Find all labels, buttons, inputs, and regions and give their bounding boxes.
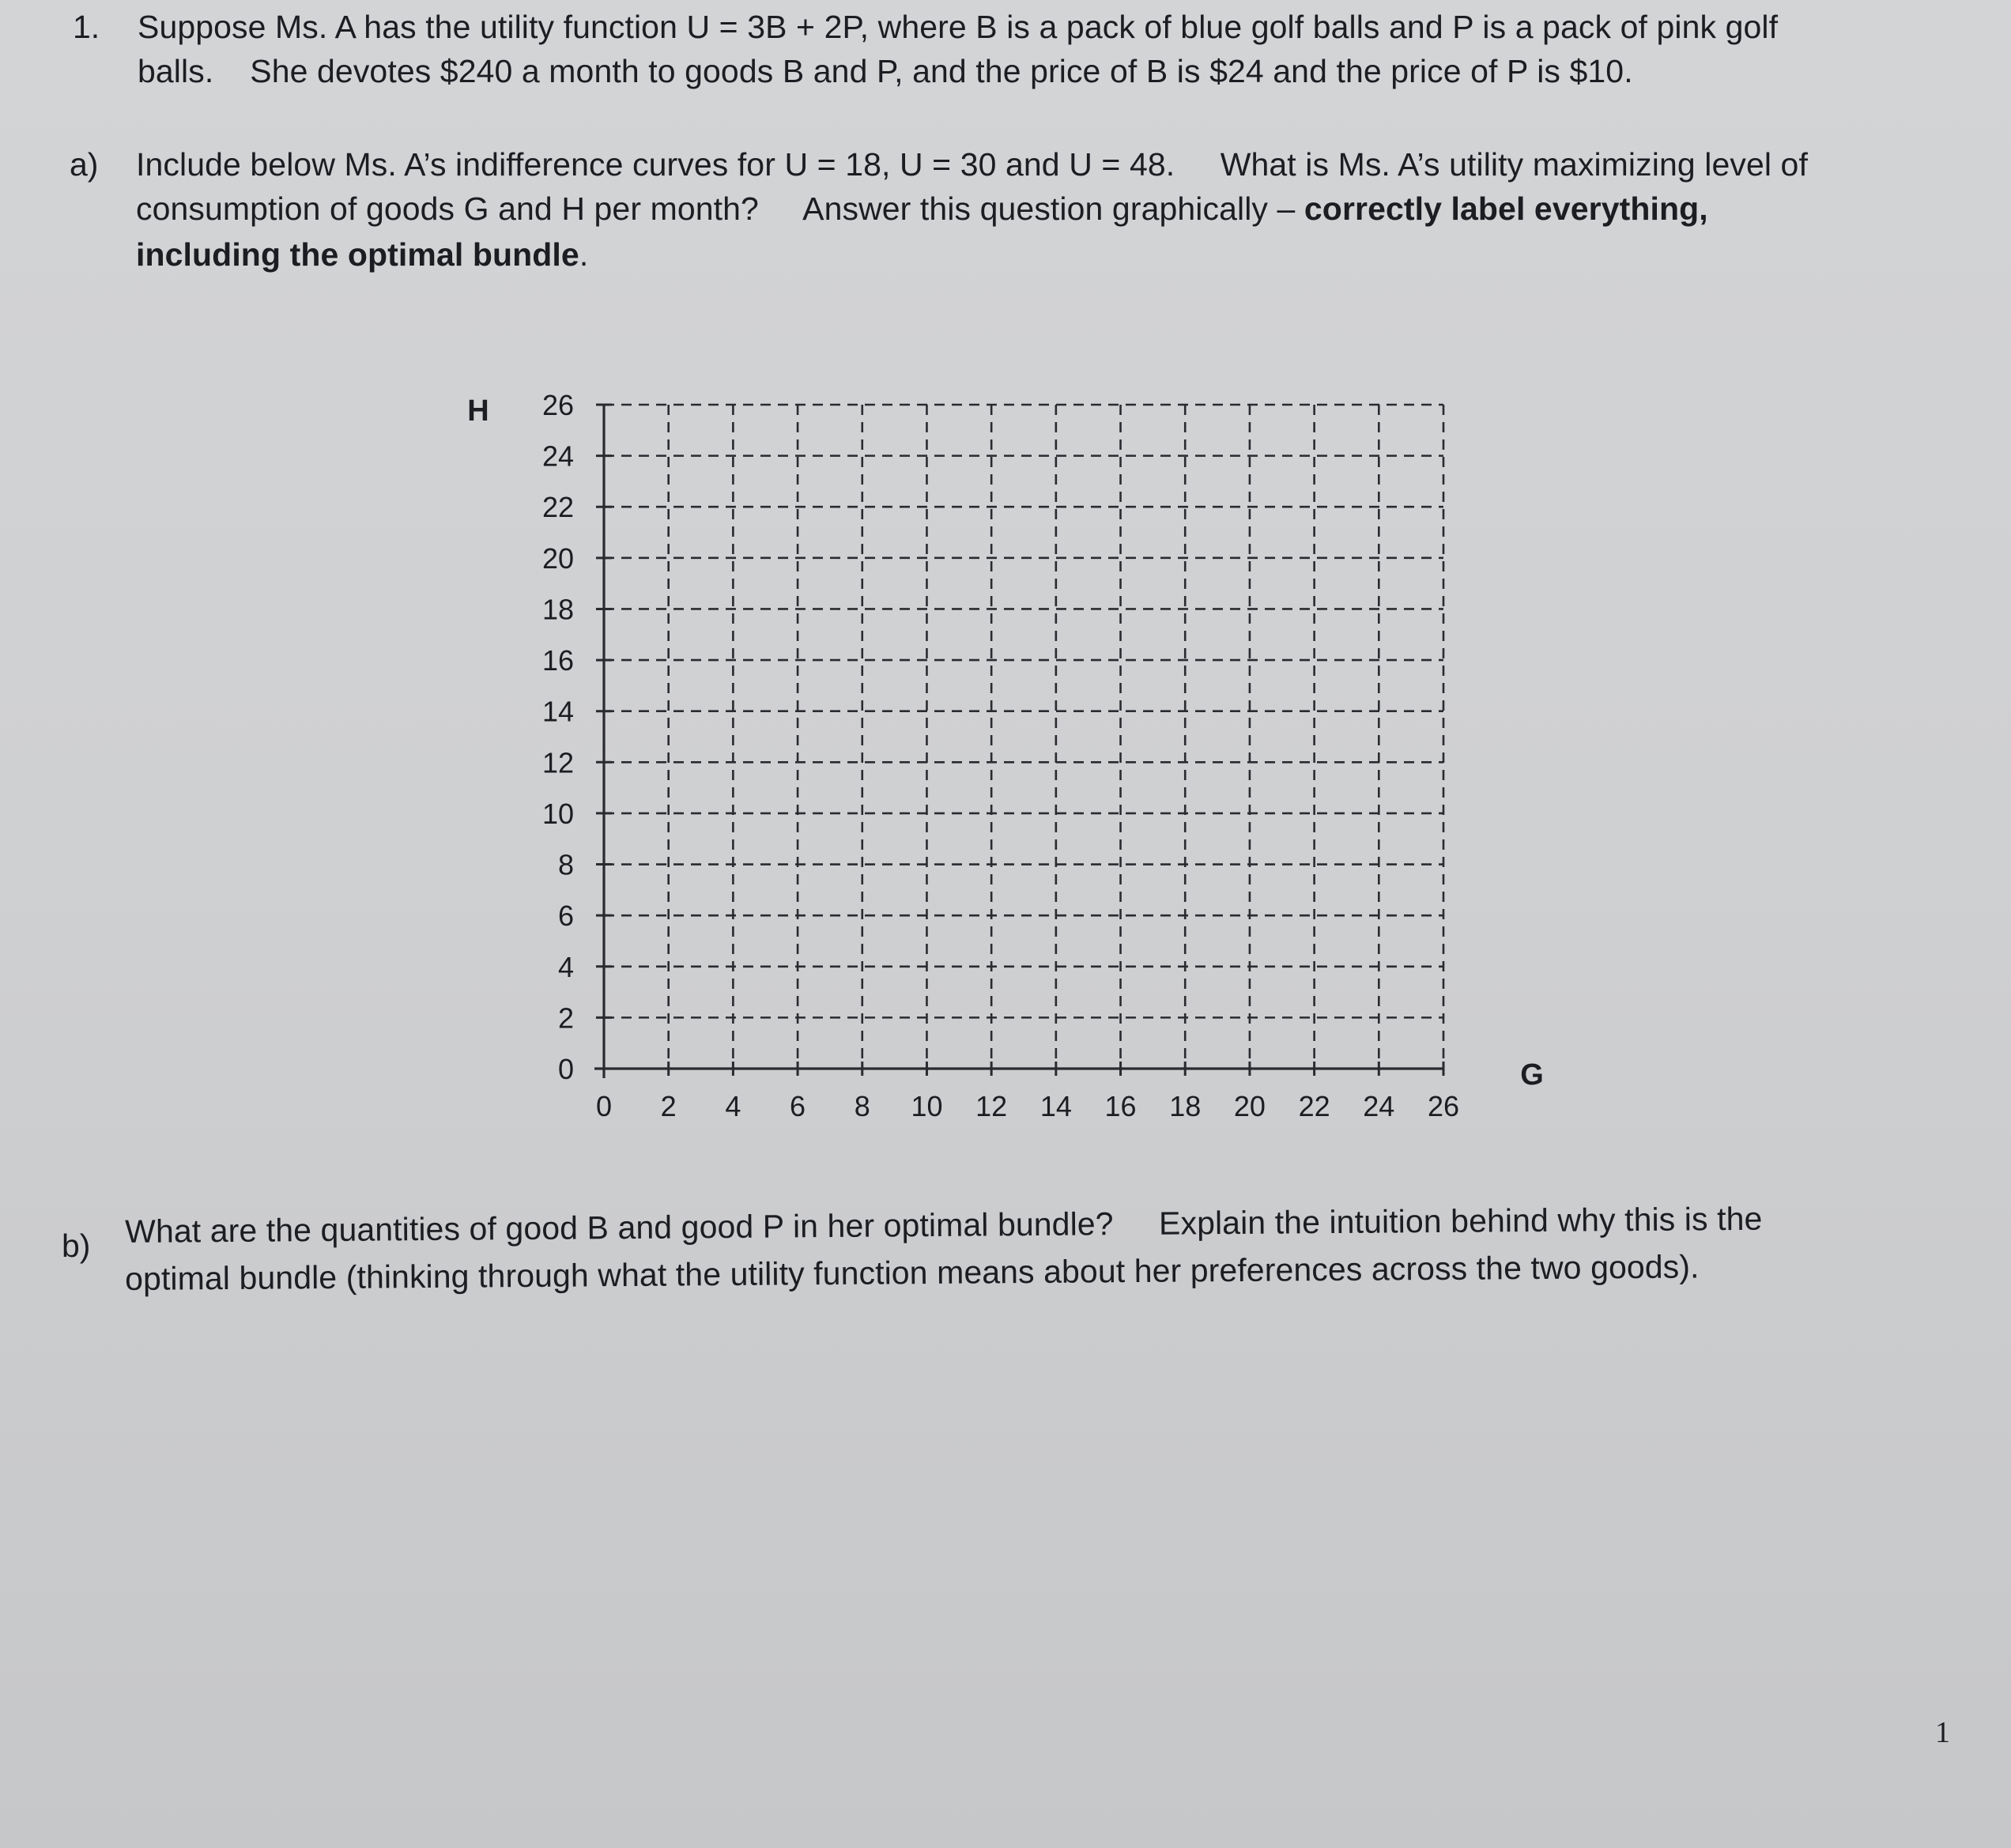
part-a-line-3-bold: including the optimal bundle bbox=[136, 236, 579, 273]
x-tick-label: 24 bbox=[1363, 1090, 1395, 1122]
y-tick-label: 18 bbox=[541, 593, 574, 626]
x-tick-label: 2 bbox=[660, 1090, 677, 1122]
y-tick-label: 16 bbox=[541, 644, 574, 677]
x-tick-label: 4 bbox=[725, 1090, 741, 1122]
part-a-line-2-bold: correctly label everything, bbox=[1304, 190, 1708, 227]
part-b-label: b) bbox=[62, 1228, 91, 1264]
question-number: 1. bbox=[73, 9, 100, 45]
y-tick-label: 2 bbox=[557, 1001, 574, 1035]
part-a-line-2-plain: consumption of goods G and H per month? Answer this question graphically – bbox=[136, 190, 1304, 227]
y-tick-label: 10 bbox=[541, 797, 574, 830]
x-tick-label: 20 bbox=[1233, 1090, 1266, 1122]
x-axis-tick-labels bbox=[596, 1090, 1459, 1122]
x-tick-label: 8 bbox=[854, 1090, 870, 1122]
page-number: 1 bbox=[1935, 1716, 1950, 1749]
x-tick-label: 14 bbox=[1039, 1090, 1072, 1122]
part-a-line-3-plain: . bbox=[579, 236, 589, 273]
y-tick-label: 0 bbox=[557, 1053, 574, 1085]
y-tick-label: 26 bbox=[541, 389, 574, 421]
y-tick-label: 22 bbox=[541, 491, 574, 524]
question-text-line-1: Suppose Ms. A has the utility function U = 3B + 2P, where B is a pack of blue golf balls and P is a pack of pink golf bbox=[138, 9, 1779, 45]
question-text-line-2: balls. She devotes $240 a month to goods B and P, and the price of B is $24 and the price of P is $10. bbox=[138, 53, 1633, 89]
x-tick-label: 6 bbox=[790, 1090, 806, 1122]
x-tick-label: 22 bbox=[1298, 1090, 1330, 1122]
y-axis-tick-labels bbox=[542, 389, 574, 1085]
grid-lines bbox=[604, 405, 1443, 1069]
y-tick-label: 8 bbox=[557, 848, 574, 881]
y-tick-label: 20 bbox=[541, 541, 574, 575]
part-b-text-line-1: What are the quantities of good B and good P in her optimal bundle? Explain the intuition behind why this is the bbox=[124, 1200, 1763, 1250]
x-tick-label: 0 bbox=[595, 1090, 613, 1122]
part-a-label: a) bbox=[70, 146, 99, 183]
y-tick-label: 12 bbox=[541, 746, 574, 779]
x-tick-label: 10 bbox=[911, 1090, 943, 1122]
x-axis-label: G bbox=[1520, 1058, 1544, 1092]
x-tick-label: 26 bbox=[1427, 1090, 1460, 1122]
y-tick-label: 6 bbox=[557, 899, 574, 933]
part-b-text-line-2: optimal bundle (thinking through what the utility function means about her preferences across the two goods). bbox=[124, 1248, 1700, 1297]
x-tick-label: 18 bbox=[1169, 1090, 1202, 1122]
axes bbox=[594, 405, 1443, 1078]
x-tick-label: 12 bbox=[975, 1090, 1008, 1122]
part-a-text-line-1: Include below Ms. A’s indifference curves for U = 18, U = 30 and U = 48. What is Ms. A’s utility maximizing level of bbox=[136, 146, 1808, 183]
y-tick-label: 4 bbox=[557, 950, 574, 983]
y-tick-label: 24 bbox=[541, 439, 574, 473]
y-axis-label: H bbox=[467, 394, 489, 428]
x-tick-label: 16 bbox=[1104, 1090, 1137, 1122]
y-tick-label: 14 bbox=[541, 695, 574, 728]
